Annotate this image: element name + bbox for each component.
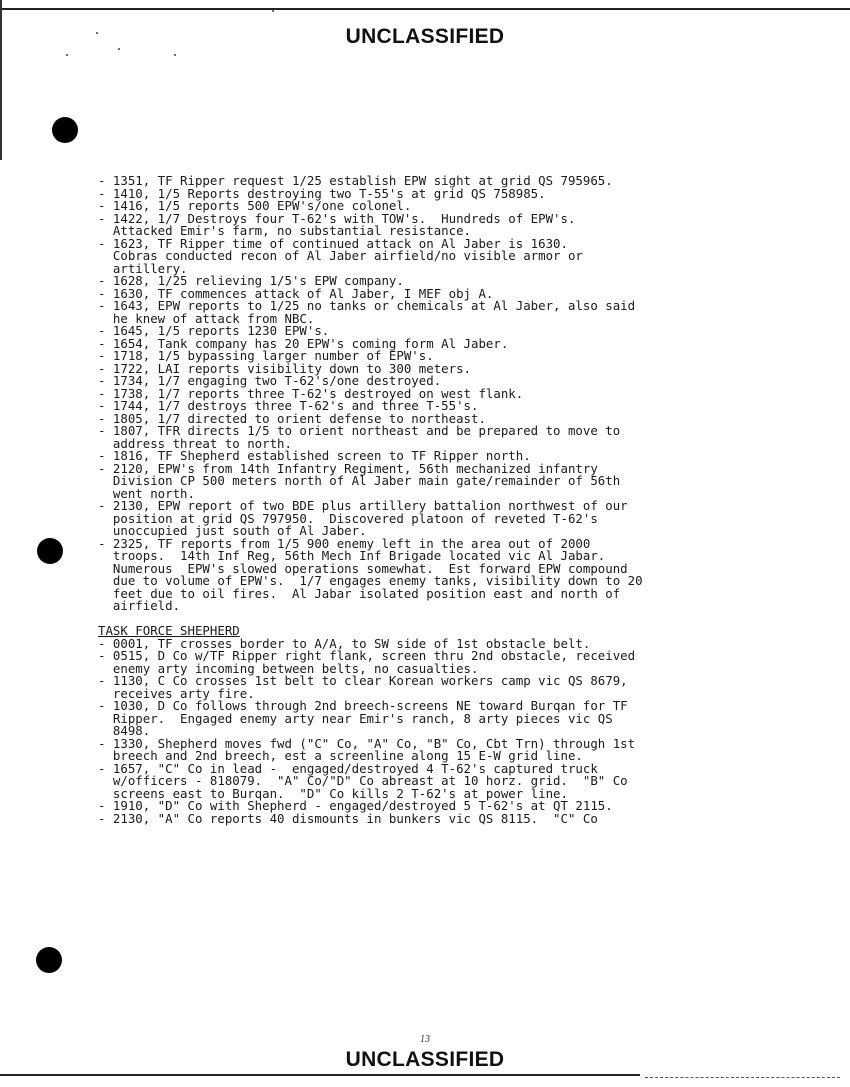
log-line: - 1654, Tank company has 20 EPW's coming form Al Jaber.: [98, 335, 509, 351]
log-line: - 1734, 1/7 engaging two T-62's/one destroyed.: [98, 373, 442, 388]
log-line: address threat to north.: [98, 435, 292, 451]
log-line: Division CP 500 meters north of Al Jaber main gate/remainder of 56th: [98, 473, 621, 488]
log-line: - 1722, LAI reports visibility down to 300 meters.: [98, 360, 471, 376]
log-line: - 1807, TFR directs 1/5 to orient northeast and be prepared to move to: [98, 423, 621, 438]
log-line: - 1410, 1/5 Reports destroying two T-55's at grid QS 758985.: [98, 185, 546, 201]
log-line: - 1816, TF Shepherd established screen to TF Ripper north.: [98, 448, 531, 463]
log-line: - 2120, EPW's from 14th Infantry Regiment, 56th mechanized infantry: [98, 460, 598, 476]
log-line: - 1330, Shepherd moves fwd ("C" Co, "A" Co, "B" Co, Cbt Trn) through 1st: [98, 735, 636, 751]
log-line: - 1738, 1/7 reports three T-62's destroyed on west flank.: [98, 385, 524, 401]
log-line: 8498.: [98, 723, 151, 738]
punch-hole-top: [52, 117, 78, 143]
log-line: Ripper. Engaged enemy arty near Emir's ranch, 8 arty pieces vic QS: [98, 710, 613, 726]
log-line: - 2325, TF reports from 1/5 900 enemy left in the area out of 2000: [98, 535, 591, 551]
log-line: breech and 2nd breech, est a screenline along 15 E-W grid line.: [98, 748, 583, 763]
log-line: - 1416, 1/5 reports 500 EPW's/one colonel.: [98, 198, 412, 213]
log-line: - 1645, 1/5 reports 1230 EPW's.: [98, 323, 330, 338]
log-line: w/officers - 818079. "A" Co/"D" Co abreast at 10 horz. grid. "B" Co: [98, 773, 628, 788]
log-line: due to volume of EPW's. 1/7 engages enemy tanks, visibility down to 20: [98, 573, 643, 588]
classification-top: UNCLASSIFIED: [345, 25, 505, 48]
log-line: - 1630, TF commences attack of Al Jaber, I MEF obj A.: [98, 285, 494, 301]
log-line: - 1422, 1/7 Destroys four T-62's with TOW's. Hundreds of EPW's.: [98, 210, 576, 226]
log-line: screens east to Burqan. "D" Co kills 2 T-62's at power line.: [98, 785, 568, 801]
log-line: unoccupied just south of Al Jaber.: [98, 523, 367, 538]
log-line: - 1744, 1/7 destroys three T-62's and three T-55's.: [98, 398, 479, 413]
log-line: receives arty fire.: [98, 685, 255, 701]
log-line: - 2130, "A" Co reports 40 dismounts in bunkers vic QS 8115. "C" Co: [98, 810, 598, 826]
log-line: - 1643, EPW reports to 1/25 no tanks or chemicals at Al Jaber, also said: [98, 298, 636, 313]
log-line: - 0001, TF crosses border to A/A, to SW side of 1st obstacle belt.: [98, 635, 591, 651]
log-line: - 1628, 1/25 relieving 1/5's EPW company.: [98, 273, 404, 288]
log-line: - 1718, 1/5 bypassing larger number of EPW's.: [98, 348, 434, 363]
punch-hole-bottom: [36, 947, 62, 973]
bottom-rule: [0, 1074, 640, 1076]
log-line: position at grid QS 797950. Discovered platoon of reveted T-62's: [98, 510, 598, 526]
log-line: he knew of attack from NBC.: [98, 310, 315, 326]
log-line: feet due to oil fires. Al Jabar isolated position east and north of: [98, 585, 621, 601]
scan-speck: [66, 54, 68, 56]
log-line: - 1623, TF Ripper time of continued attack on Al Jaber is 1630.: [98, 235, 568, 251]
bottom-dashed-rule: [645, 1077, 840, 1078]
log-line: - 1130, C Co crosses 1st belt to clear Korean workers camp vic QS 8679,: [98, 673, 628, 688]
log-line: - 1910, "D" Co with Shepherd - engaged/destroyed 5 T-62's at QT 2115.: [98, 798, 613, 813]
top-rule: [0, 8, 850, 10]
log-entries: [98, 175, 818, 825]
page-number: 13: [420, 1034, 430, 1045]
log-line: Numerous EPW's slowed operations somewhat. Est forward EPW compound: [98, 560, 628, 576]
section-heading: TASK FORCE SHEPHERD: [98, 623, 240, 638]
log-line: airfield.: [98, 598, 181, 613]
classification-bottom: UNCLASSIFIED: [345, 1048, 505, 1071]
log-line: Cobras conducted recon of Al Jaber airfield/no visible armor or: [98, 248, 583, 263]
scan-speck: [174, 54, 176, 56]
left-edge-rule: [0, 0, 2, 160]
log-line: troops. 14th Inf Reg, 56th Mech Inf Brigade located vic Al Jabar.: [98, 548, 606, 563]
log-line: - 1657, "C" Co in lead - engaged/destroyed 4 T-62's captured truck: [98, 760, 598, 776]
log-line: - 1030, D Co follows through 2nd breech-screens NE toward Burqan for TF: [98, 698, 628, 713]
log-line: went north.: [98, 485, 195, 501]
log-line: - 2130, EPW report of two BDE plus artillery battalion northwest of our: [98, 498, 628, 513]
scan-speck: [272, 10, 274, 12]
log-line: - 0515, D Co w/TF Ripper right flank, screen thru 2nd obstacle, received: [98, 648, 636, 663]
log-line: enemy arty incoming between belts, no casualties.: [98, 660, 479, 676]
punch-hole-middle: [37, 538, 63, 564]
log-line: - 1805, 1/7 directed to orient defense to northeast.: [98, 410, 486, 426]
log-line: - 1351, TF Ripper request 1/25 establish EPW sight at grid QS 795965.: [98, 173, 613, 188]
log-line: Attacked Emir's farm, no substantial resistance.: [98, 223, 471, 238]
log-line: artillery.: [98, 260, 188, 276]
